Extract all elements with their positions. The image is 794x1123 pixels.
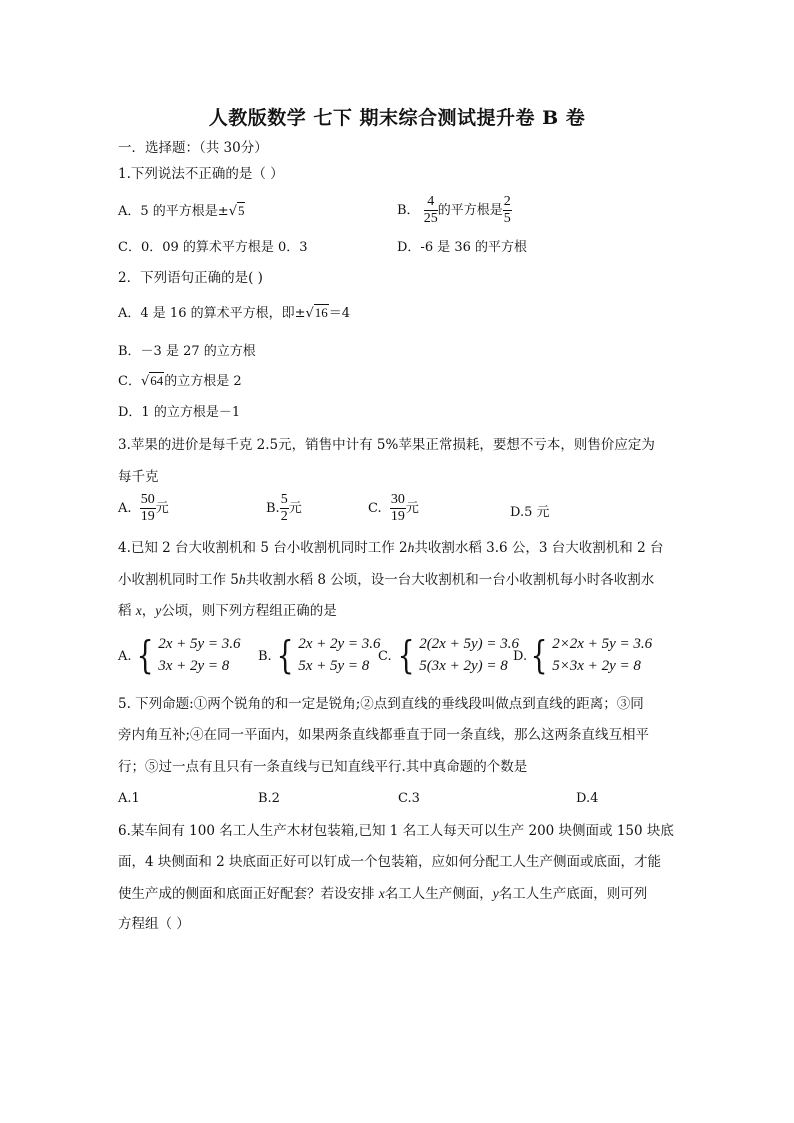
q3-option-d: D.5 元 — [510, 505, 550, 520]
q4-option-d-label: D. — [513, 649, 528, 664]
q2-option-d: D．1 的立方根是－1 — [118, 405, 241, 420]
section-heading: 一．选择题：（共 30分） — [118, 140, 268, 156]
q4-option-a-system: { 2x + 5y = 3.6 3x + 2y = 8 — [136, 633, 241, 677]
question-6-stem-line2: 面，4 块侧面和 2 块底面正好可以钉成一个包装箱，应如何分配工人生产侧面或底面，才能 — [118, 854, 662, 870]
q3-option-c: C. $\frac{30}{19}$ 元 — [368, 492, 419, 524]
question-2-stem: 2．下列语句正确的是( ) — [118, 270, 263, 286]
question-4-stem-line1: 4.已知 2 台大收割机和 5 台小收割机同时工作 2h共收割水稻 3.6 公，3 台大收割机和 2 台 — [118, 540, 664, 556]
q4-option-c-label: C. — [378, 649, 392, 664]
q5-option-d: D.4 — [576, 791, 599, 806]
fraction: $\frac{4}{25}$ — [423, 194, 438, 226]
q1-option-c: C．0．09 的算术平方根是 0．3 — [118, 240, 308, 255]
q5-option-b: B.2 — [258, 791, 280, 806]
q4-option-c-system: { 2(2x + 5y) = 3.6 5(3x + 2y) = 8 — [397, 633, 519, 677]
question-6-stem-line4: 方程组（ ） — [118, 916, 190, 932]
q2-option-c: C．√64的立方根是 2 — [118, 373, 242, 389]
question-5-stem-line3: 行；⑤过一点有且只有一条直线与已知直线平行.其中真命题的个数是 — [118, 759, 528, 775]
question-4-stem-line2: 小收割机同时工作 5h共收割水稻 8 公顷，设一台大收割机和一台小收割机每小时各收割水 — [118, 572, 655, 588]
q4-option-d-system: { 2×2x + 5y = 3.6 5×3x + 2y = 8 — [530, 633, 653, 677]
q5-option-c: C.3 — [398, 791, 420, 806]
question-6-stem-line3: 使生产成的侧面和底面正好配套？若设安排 x名工人生产侧面，y名工人生产底面，则可列 — [118, 886, 648, 902]
q2-option-a: A．4 是 16 的算术平方根，即±√16＝4 — [118, 305, 351, 321]
q2-option-b: B．－3 是 27 的立方根 — [118, 344, 256, 359]
q4-option-b-system: { 2x + 2y = 3.6 5x + 5y = 8 — [276, 633, 381, 677]
q5-option-a: A.1 — [118, 791, 140, 806]
question-3-stem-line2: 每千克 — [118, 469, 159, 485]
question-1-stem: 1.下列说法不正确的是（ ） — [118, 166, 284, 182]
q1-option-b: B． $\frac{4}{25}$ 的平方根是 $\frac{2}{5}$ — [397, 194, 511, 226]
question-3-stem-line1: 3.苹果的进价是每千克 2.5元，销售中计有 5%苹果正常损耗，要想不亏本，则售价应定为 — [118, 437, 655, 453]
q1-option-a: A．5 的平方根是±√5 — [118, 203, 245, 219]
question-4-stem-line3: 稻 x，y公顷，则下列方程组正确的是 — [118, 603, 337, 619]
q4-option-b-label: B. — [258, 649, 272, 664]
page-title: 人教版数学 七下 期末综合测试提升卷 B 卷 — [208, 107, 586, 129]
fraction: $\frac{2}{5}$ — [503, 194, 511, 226]
q4-option-a-label: A. — [118, 649, 132, 664]
question-6-stem-line1: 6.某车间有 100 名工人生产木材包装箱,已知 1 名工人每天可以生产 200 块侧面或 150 块底 — [118, 823, 674, 839]
q3-option-a: A. $\frac{50}{19}$ 元 — [118, 492, 169, 524]
question-5-stem-line2: 旁内角互补;④在同一平面内，如果两条直线都垂直于同一条直线，那么这两条直线互相平 — [118, 727, 650, 743]
q3-option-b: B. $\frac{5}{2}$ 元 — [266, 492, 302, 524]
question-5-stem-line1: 5. 下列命题:①两个锐角的和一定是锐角;②点到直线的垂线段叫做点到直线的距离；③同 — [118, 696, 644, 712]
q1-option-d: D．-6 是 36 的平方根 — [397, 240, 528, 255]
